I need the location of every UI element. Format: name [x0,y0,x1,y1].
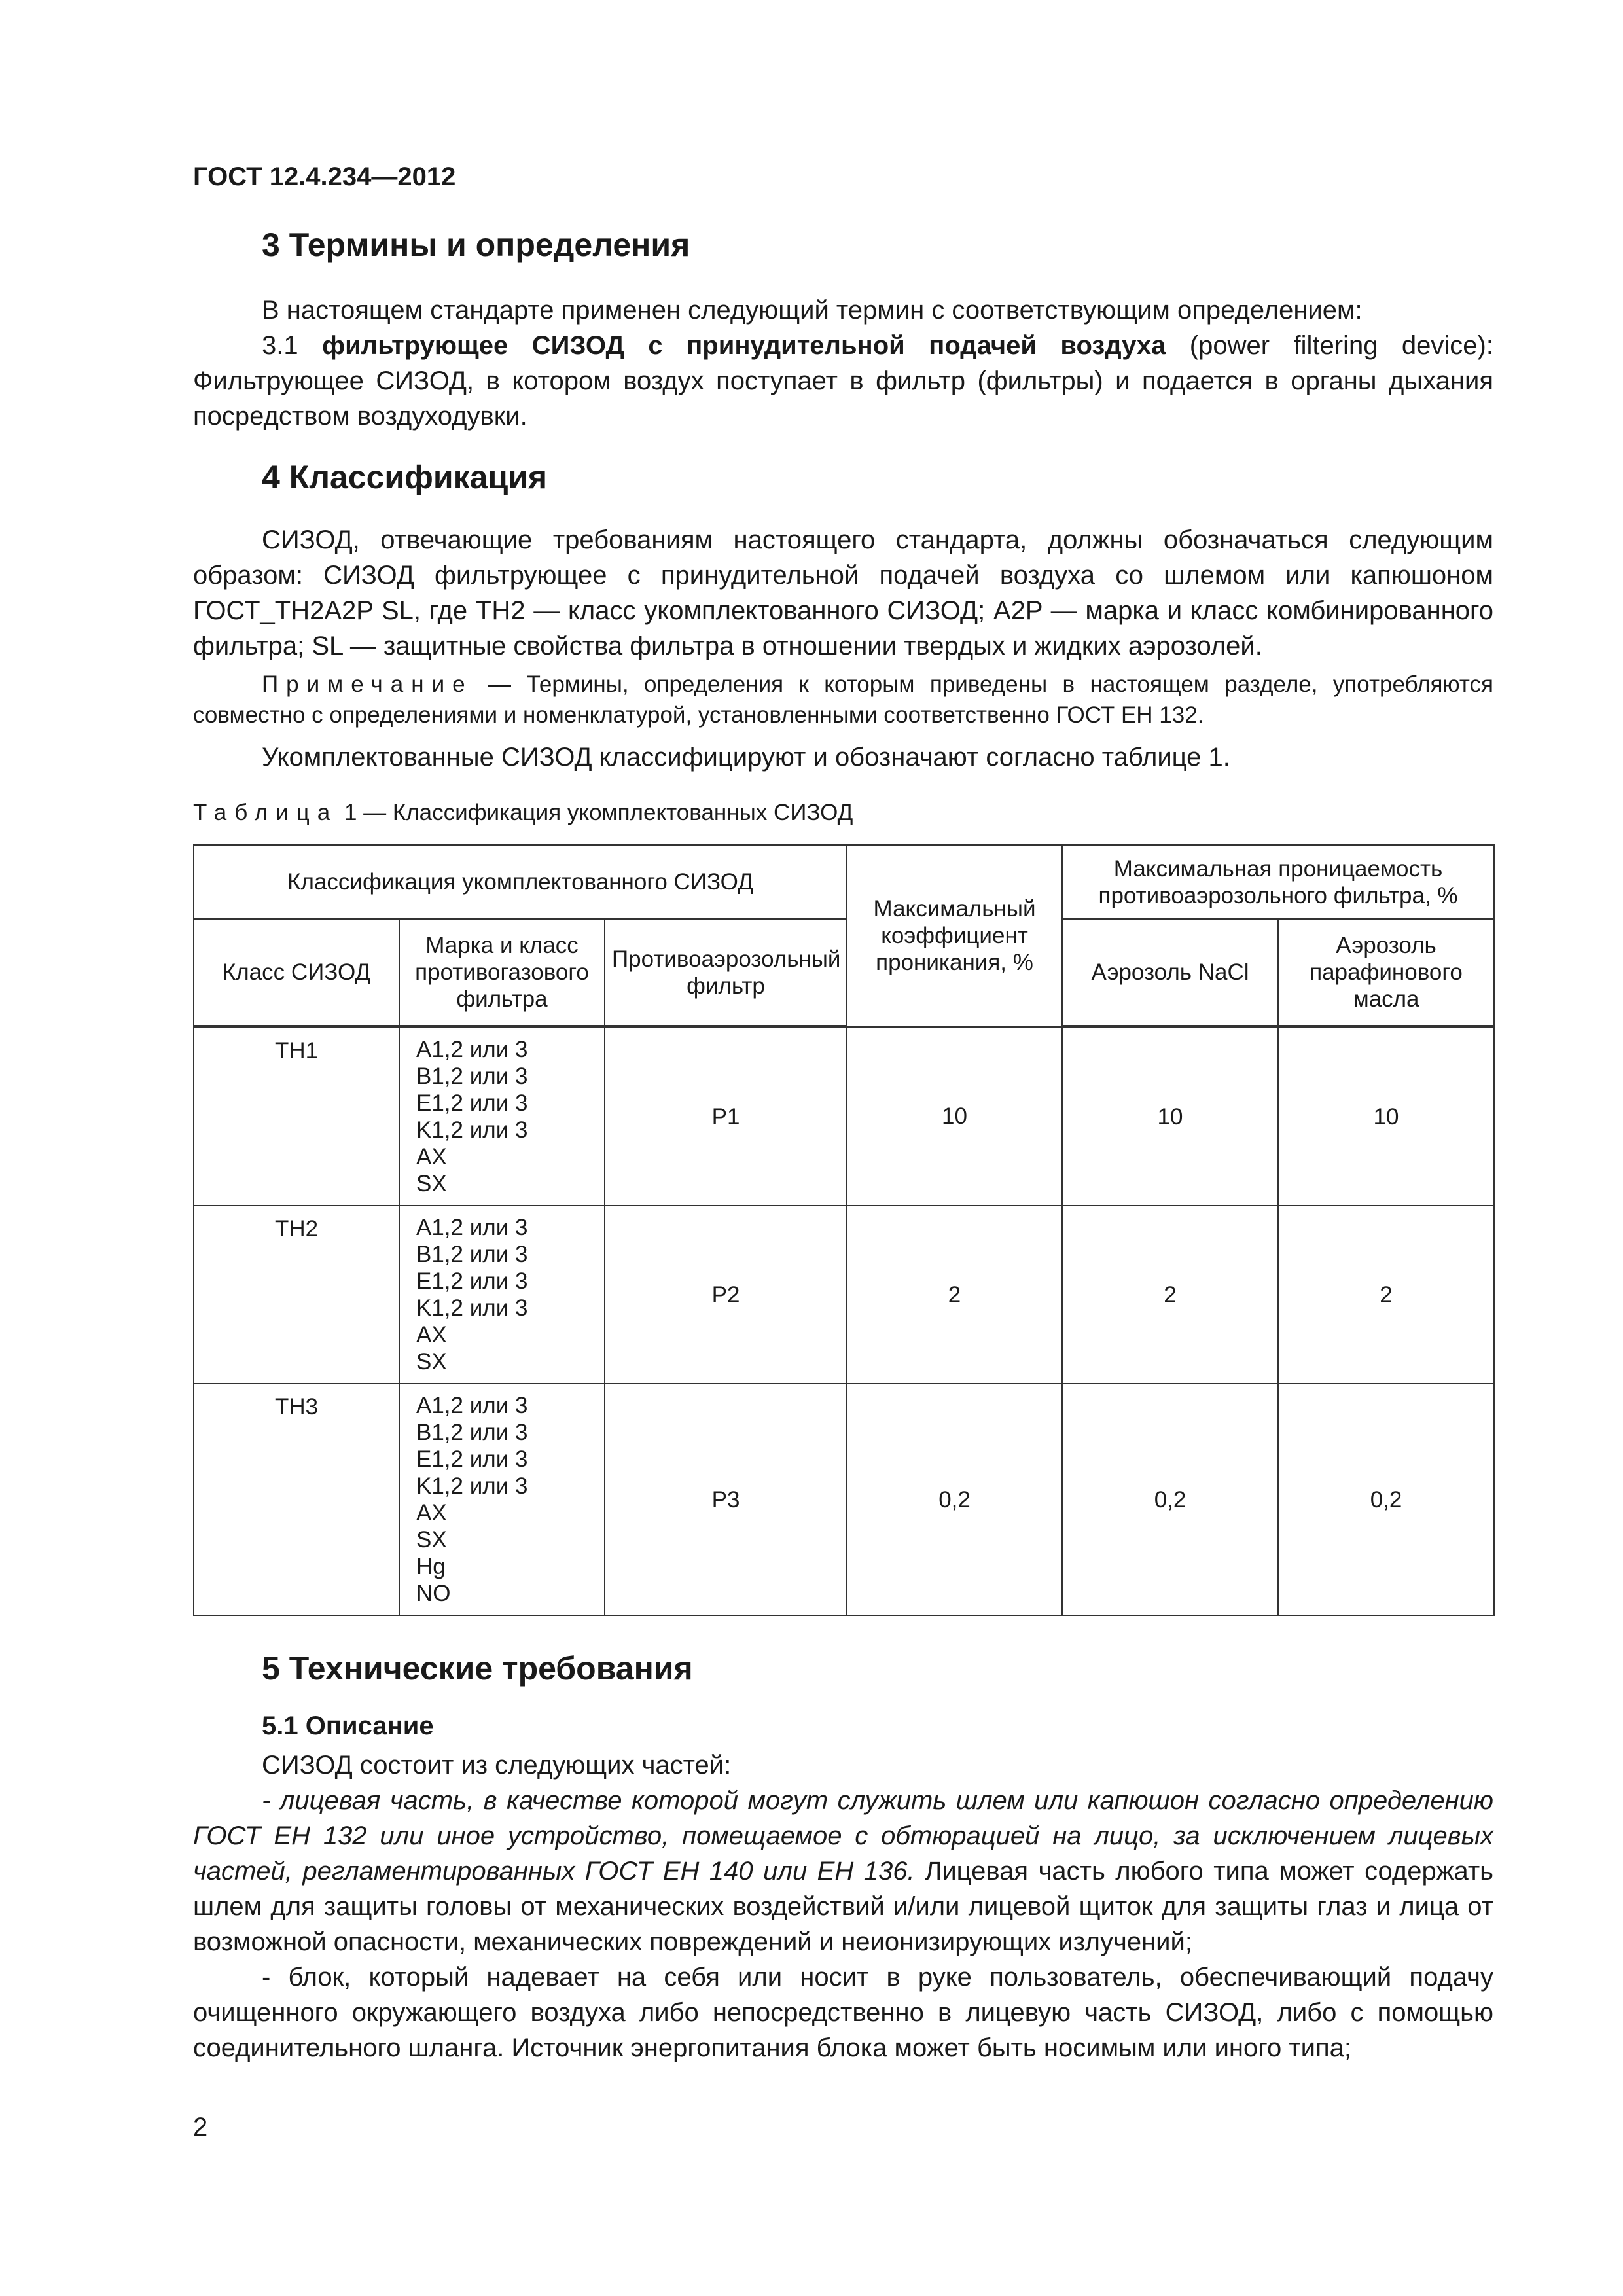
mark-item: B1,2 или 3 [416,1064,528,1089]
standard-code: ГОСТ 12.4.234—2012 [193,162,456,191]
term-body: (power filtering device): Фильтрующее СИЗОД, в котором воздух поступает в фильтр (фильтры) и подается в органы дыхания посредством воздуходувки. [193,331,1493,431]
note-label: Примечание [262,672,473,697]
cell-marks [399,1027,605,1206]
mark-item: AX [416,1322,447,1348]
cell-nacl: 0,2 [1062,1384,1278,1615]
term-number: 3.1 [262,331,298,360]
header-class: Класс СИЗОД [194,919,399,1027]
table-1 [193,844,1493,1616]
section-4-title: 4 Классификация [262,459,548,495]
mark-item: SX [416,1527,447,1552]
cell-oil: 2 [1278,1206,1494,1384]
mark-item: NO [416,1581,451,1606]
mark-item: SX [416,1349,447,1374]
mark-item: A1,2 или 3 [416,1393,528,1418]
cell-filter: P2 [605,1206,847,1384]
cell-nacl: 2 [1062,1206,1278,1384]
mark-item: A1,2 или 3 [416,1215,528,1240]
cell-marks [399,1384,605,1615]
cell-marks [399,1206,605,1384]
cell-filter: P3 [605,1384,847,1615]
table-caption-text: 1 — Классификация укомплектованных СИЗОД [338,800,853,825]
cell-oil: 10 [1278,1027,1494,1206]
mark-item: E1,2 или 3 [416,1268,528,1294]
header-nacl: Аэрозоль NaCl [1062,919,1278,1027]
header-aerosol-filter: Противоаэрозольный фильтр [605,919,847,1027]
cell-filter: P1 [605,1027,847,1206]
table-row [194,1384,1494,1615]
note-text: — Термины, определения к которым приведены в настоящем разделе, употребляются совместно с определениями и номенклатурой, установленными соответственно ГОСТ ЕН 132. [193,672,1493,728]
mark-item: AX [416,1500,447,1526]
section-5-item2: - блок, который надевает на себя или носит в руке пользователь, обеспечивающий подачу очищенного окружающего воздуха либо непосредственно в лицевую часть СИЗОД, либо с помощью соединительного шланга. Источник энергопитания блока может быть носимым или иного типа; [193,1963,1493,2062]
item1-rest: Лицевая часть любого типа может содержать шлем для защиты головы от механических воздействий и/или лицевой щиток для защиты глаз и лица от возможной опасности, механических повреждений и неионизирующих излучений; [193,1857,1493,1956]
mark-item: K1,2 или 3 [416,1473,528,1499]
section-5-item1 [193,1783,1493,1960]
header-max-permeability: Максимальная проницаемость противоаэрозольного фильтра, % [1062,845,1494,919]
term-name: фильтрующее СИЗОД с принудительной подачей воздуха [322,331,1166,360]
section-4-note [193,669,1493,730]
term-definition [193,328,1493,434]
mark-item: K1,2 или 3 [416,1117,528,1143]
mark-item: SX [416,1171,447,1196]
classification-table [193,844,1495,1616]
table-caption-label: Таблица [193,800,338,825]
section-3-title: 3 Термины и определения [262,226,690,263]
section-3-intro: В настоящем стандарте применен следующий термин с соответствующим определением: [262,296,1363,325]
section-4-para1: СИЗОД, отвечающие требованиям настоящего стандарта, должны обозначаться следующим образом: СИЗОД фильтрующее с принудительной подачей воздуха со шлемом или капюшоном ГОСТ_TH2A2P SL, где TH2 — класс укомплектованного СИЗОД; A2P — марка и класс комбинированного фильтра; SL — защитные свойства фильтра в отношении твердых и жидких аэрозолей. [193,526,1493,660]
section-5-title: 5 Технические требования [262,1650,693,1687]
mark-item: B1,2 или 3 [416,1242,528,1267]
mark-item: K1,2 или 3 [416,1295,528,1321]
mark-item: E1,2 или 3 [416,1090,528,1116]
cell-class: TH2 [194,1206,399,1384]
header-classification: Классификация укомплектованного СИЗОД [194,845,847,919]
table-row [194,1027,1494,1206]
item1-italic: - лицевая часть, в качестве которой могут служить шлем или капюшон согласно определению ГОСТ ЕН 132 или иное устройство, помещаемое с обтюрацией на лицо, за исключением лицевых частей, регламентированных ГОСТ ЕН 140 или ЕН 136. [193,1786,1493,1886]
cell-class: TH1 [194,1027,399,1206]
table-caption [193,800,853,826]
section-5-intro: СИЗОД состоит из следующих частей: [262,1751,732,1780]
section-4-para2: Укомплектованные СИЗОД классифицируют и обозначают согласно таблице 1. [262,743,1230,772]
header-oil: Аэрозоль парафинового масла [1278,919,1494,1027]
header-mark: Марка и класс противогазового фильтра [399,919,605,1027]
table-row [194,1206,1494,1384]
cell-class: TH3 [194,1384,399,1615]
page-number: 2 [193,2113,208,2142]
mark-item: Hg [416,1554,446,1579]
section-5-1-title: 5.1 Описание [262,1712,434,1740]
mark-item: A1,2 или 3 [416,1037,528,1062]
cell-coef: 0,2 [847,1384,1062,1615]
cell-coef: 2 [847,1206,1062,1384]
mark-item: AX [416,1144,447,1170]
mark-item: B1,2 или 3 [416,1420,528,1445]
header-max-coef: Максимальный коэффициент проникания, % [847,845,1062,1027]
cell-nacl: 10 [1062,1027,1278,1206]
mark-item: E1,2 или 3 [416,1446,528,1472]
cell-oil: 0,2 [1278,1384,1494,1615]
cell-coef: 10 [847,1027,1062,1206]
